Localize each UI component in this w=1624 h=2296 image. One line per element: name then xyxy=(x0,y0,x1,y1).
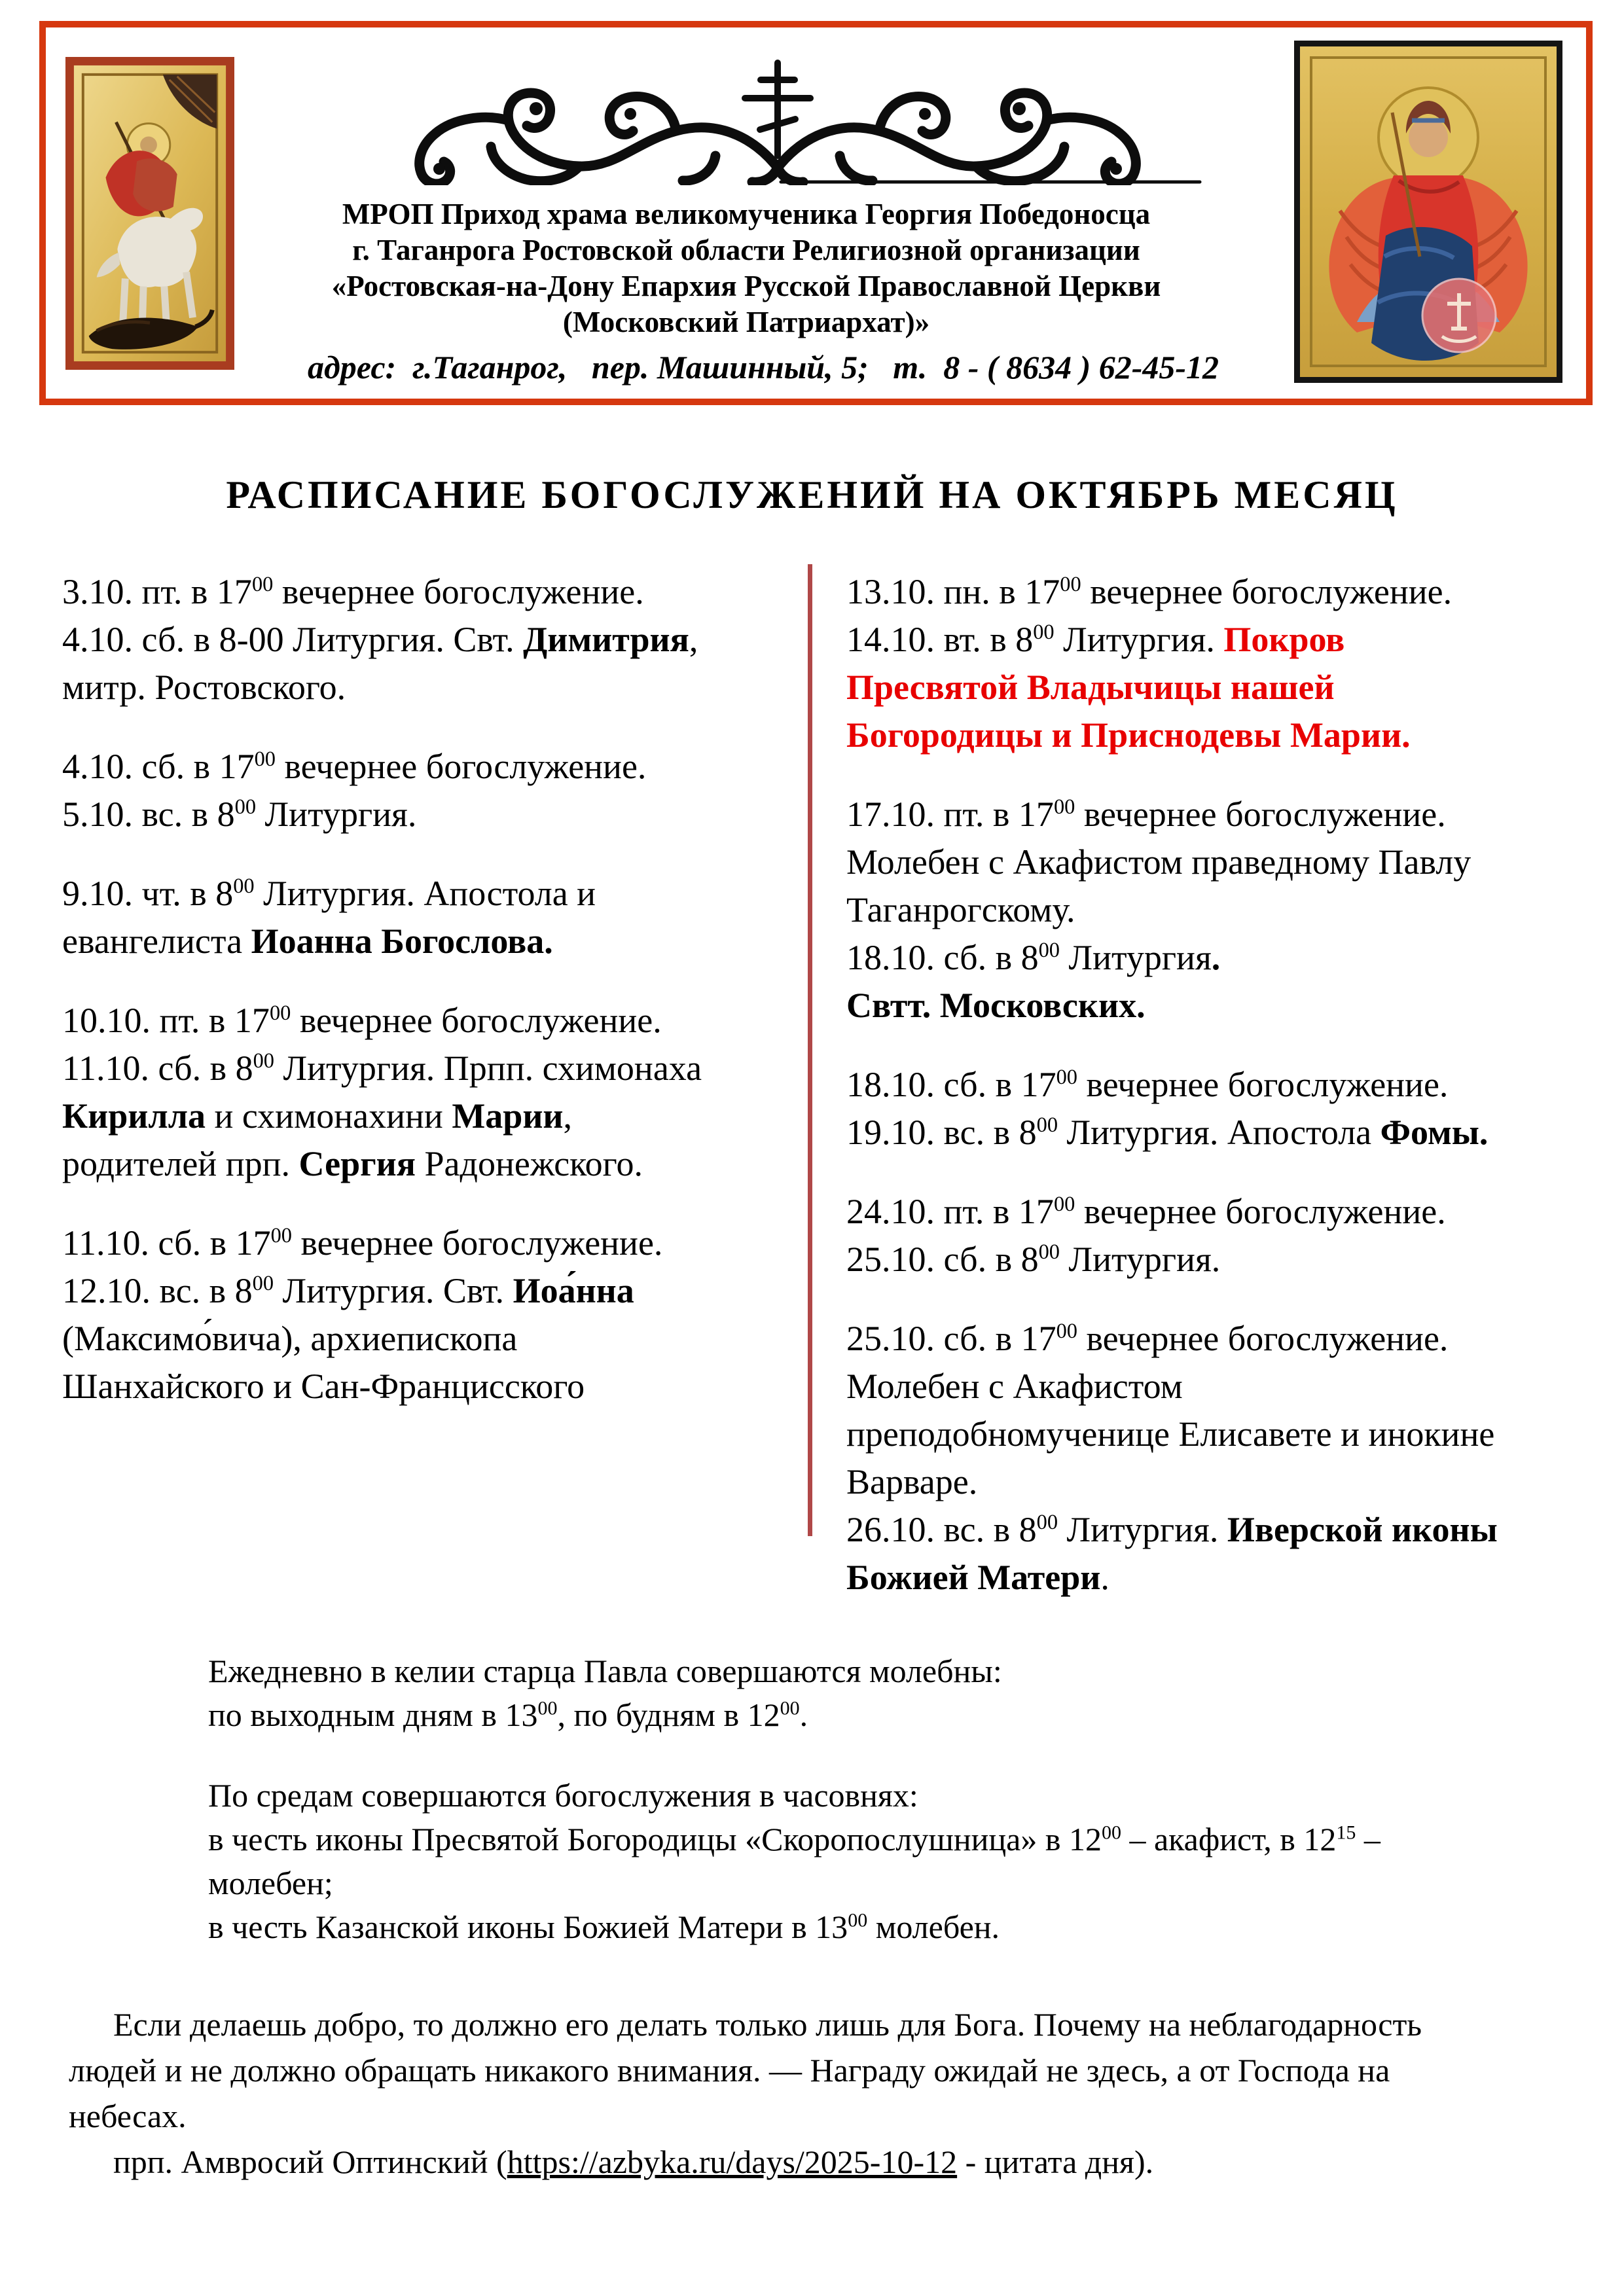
text-line: Богородицы и Приснодевы Марии. xyxy=(846,715,1411,755)
text-line: молебен; xyxy=(208,1865,333,1901)
superscript-minutes: 00 xyxy=(253,1049,274,1073)
superscript-minutes: 00 xyxy=(233,874,255,898)
superscript-minutes: 00 xyxy=(1036,1113,1058,1137)
text-line: 11.10. сб. в $8^{00}$ Литургия. Прпп. схимонаха xyxy=(62,1049,702,1088)
schedule-column-left xyxy=(62,568,792,1442)
text-line: 12.10. вс. в $8^{00}$ Литургия. Свт. Иоа́нна xyxy=(62,1271,634,1310)
text-line: Свтт. Московских. xyxy=(846,986,1146,1025)
superscript-minutes: 00 xyxy=(1038,1240,1060,1264)
archangel-michael-icon-image xyxy=(1294,41,1562,383)
header xyxy=(39,21,1593,405)
superscript-minutes: 00 xyxy=(270,1224,292,1247)
text-line: 4.10. сб. в $17^{00}$ вечернее богослужение. xyxy=(62,747,647,786)
superscript-minutes: 15 xyxy=(1336,1821,1356,1844)
paragraph xyxy=(846,568,1599,759)
text-line: в честь Казанской иконы Божией Матери в $13^{00}$ молебен. xyxy=(208,1909,1000,1945)
superscript-minutes: 00 xyxy=(234,795,257,819)
text-line: 4.10. сб. в 8-00 Литургия. Свт. Димитрия, xyxy=(62,620,698,659)
paragraph xyxy=(62,743,792,838)
text-line: 10.10. пт. в $17^{00}$ вечернее богослужение. xyxy=(62,1001,662,1040)
text-line: митр. Ростовского. xyxy=(62,668,346,707)
st-george-icon xyxy=(65,57,234,370)
text-line: Если делаешь добро, то должно его делать только лишь для Бога. Почему на неблагодарность xyxy=(113,2006,1422,2043)
superscript-minutes: 00 xyxy=(537,1697,558,1719)
paragraph xyxy=(846,791,1599,1030)
cross-ornament-icon xyxy=(349,58,1206,185)
text-line: МРОП Приход храма великомученика Георгия Победоносца xyxy=(342,198,1151,230)
text-line: 26.10. вс. в $8^{00}$ Литургия. Иверской иконы xyxy=(846,1510,1498,1549)
superscript-minutes: 00 xyxy=(1060,573,1081,596)
paragraph xyxy=(846,1315,1599,1602)
text-line: 11.10. сб. в $17^{00}$ вечернее богослужение. xyxy=(62,1223,663,1263)
superscript-minutes: 00 xyxy=(1036,1511,1058,1534)
text-line: 24.10. пт. в $17^{00}$ вечернее богослужение. xyxy=(846,1192,1446,1231)
text-line: г. Таганрога Ростовской области Религиозной организации xyxy=(352,234,1140,266)
schedule-column-right xyxy=(846,568,1599,1633)
paragraph xyxy=(62,568,792,711)
superscript-minutes: 00 xyxy=(1038,939,1060,962)
text-line: 25.10. сб. в $17^{00}$ вечернее богослужение. xyxy=(846,1319,1449,1358)
text-line: 17.10. пт. в $17^{00}$ вечернее богослужение. xyxy=(846,795,1446,834)
text-line: евангелиста Иоанна Богослова. xyxy=(62,922,553,961)
superscript-minutes: 00 xyxy=(1101,1821,1121,1844)
paragraph xyxy=(62,1219,792,1410)
paragraph xyxy=(208,1649,1576,1737)
paragraph xyxy=(846,1188,1599,1283)
text-line: Варваре. xyxy=(846,1462,978,1501)
text-line: небесах. xyxy=(69,2098,187,2134)
text-line: 19.10. вс. в $8^{00}$ Литургия. Апостола Фомы. xyxy=(846,1113,1489,1152)
address-line: адрес: г.Таганрог, пер. Машинный, 5; т. 8 - ( 8634 ) 62-45-12 xyxy=(308,349,1219,386)
text-line: родителей прп. Сергия Радонежского. xyxy=(62,1144,643,1183)
text-line: 18.10. сб. в $8^{00}$ Литургия. xyxy=(846,938,1221,977)
column-divider xyxy=(808,564,812,1536)
quote-of-the-day xyxy=(69,2001,1600,2185)
daily-services-notes xyxy=(208,1649,1576,1986)
org-name xyxy=(308,196,1185,340)
paragraph xyxy=(62,870,792,965)
text-line: 9.10. чт. в $8^{00}$ Литургия. Апостола и xyxy=(62,874,596,913)
superscript-minutes: 00 xyxy=(251,573,274,596)
quote-link[interactable]: https://azbyka.ru/days/2025-10-12 xyxy=(507,2144,958,2180)
superscript-minutes: 00 xyxy=(1056,1066,1077,1089)
text-line: 5.10. вс. в $8^{00}$ Литургия. xyxy=(62,795,417,834)
text-line: Молебен с Акафистом праведному Павлу xyxy=(846,842,1471,882)
superscript-minutes: 00 xyxy=(269,1001,291,1025)
text-line: преподобномученице Елисавете и инокине xyxy=(846,1414,1495,1454)
superscript-minutes: 00 xyxy=(252,1272,274,1295)
text-line: 14.10. вт. в $8^{00}$ Литургия. Покров xyxy=(846,620,1345,659)
text-line: по выходным дням в $13^{00}$, по будням в $12^{00}$. xyxy=(208,1696,808,1733)
superscript-minutes: 00 xyxy=(1053,1193,1075,1216)
text-line: Кирилла и схимонахини Марии, xyxy=(62,1096,573,1136)
st-george-icon-image xyxy=(65,57,234,370)
superscript-minutes: 00 xyxy=(848,1909,868,1931)
text-line: Таганрогскому. xyxy=(846,890,1075,929)
superscript-minutes: 00 xyxy=(1053,795,1075,819)
paragraph xyxy=(846,1061,1599,1157)
text-line: прп. Амвросий Оптинский (https://azbyka.ru/days/2025-10-12 - цитата дня). xyxy=(113,2144,1154,2180)
archangel-michael-icon xyxy=(1294,41,1562,383)
superscript-minutes: 00 xyxy=(254,747,276,771)
text-line: Ежедневно в келии старца Павла совершаются молебны: xyxy=(208,1653,1002,1689)
text-line: 25.10. сб. в $8^{00}$ Литургия. xyxy=(846,1240,1221,1279)
paragraph xyxy=(69,2001,1600,2185)
text-line: 18.10. сб. в $17^{00}$ вечернее богослужение. xyxy=(846,1065,1449,1104)
page-title: РАСПИСАНИЕ БОГОСЛУЖЕНИЙ НА ОКТЯБРЬ МЕСЯЦ xyxy=(226,473,1398,516)
text-line: «Ростовская-на-Дону Епархия Русской Православной Церкви xyxy=(331,270,1161,302)
text-line: 13.10. пн. в $17^{00}$ вечернее богослужение. xyxy=(846,572,1453,611)
text-line: 3.10. пт. в $17^{00}$ вечернее богослужение. xyxy=(62,572,644,611)
text-line: в честь иконы Пресвятой Богородицы «Скоропослушница» в $12^{00}$ – акафист, в $12^{15}$ – xyxy=(208,1821,1380,1857)
text-line: Пресвятой Владычицы нашей xyxy=(846,668,1335,707)
superscript-minutes: 00 xyxy=(780,1697,800,1719)
text-line: (Максимо́вича), архиепископа xyxy=(62,1319,518,1358)
text-line: (Московский Патриархат)» xyxy=(562,306,930,338)
text-line: Шанхайского и Сан-Францисского xyxy=(62,1367,585,1406)
paragraph xyxy=(62,997,792,1188)
text-line: По средам совершаются богослужения в часовнях: xyxy=(208,1777,918,1814)
superscript-minutes: 00 xyxy=(1033,620,1055,644)
text-line: людей и не должно обращать никакого внимания. — Награду ожидай не здесь, а от Господа на xyxy=(69,2052,1390,2089)
paragraph xyxy=(208,1774,1576,1949)
text-line: Молебен с Акафистом xyxy=(846,1367,1183,1406)
text-line: Божией Матери. xyxy=(846,1558,1110,1597)
superscript-minutes: 00 xyxy=(1056,1319,1077,1343)
